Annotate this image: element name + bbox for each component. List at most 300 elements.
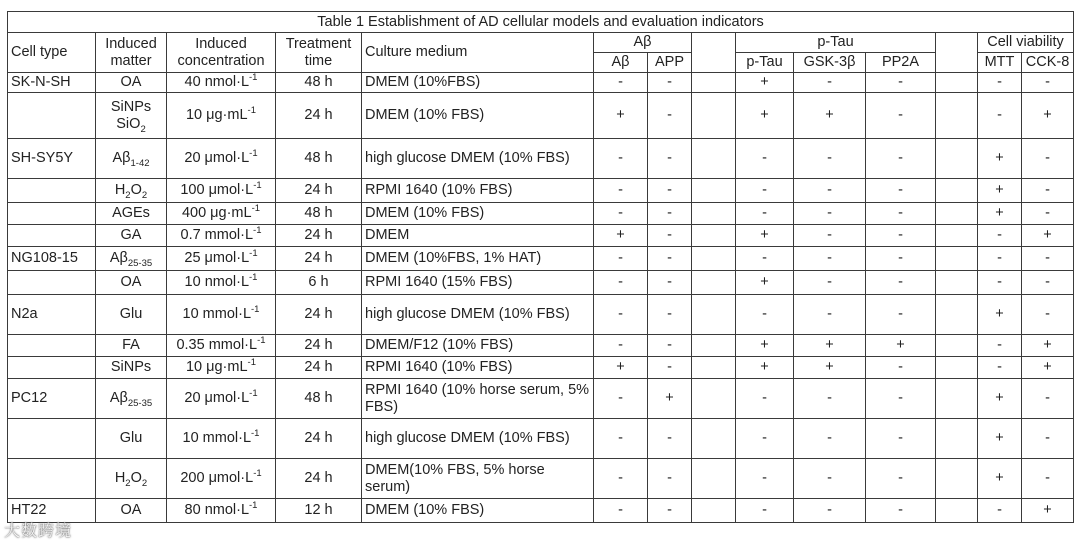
spacer-cell-1 xyxy=(692,247,736,271)
pp2a-indicator xyxy=(866,203,936,225)
treatment-time-value: 24 h xyxy=(304,250,333,266)
induced-matter-line xyxy=(99,337,163,354)
induced-matter-label: OA xyxy=(120,74,142,90)
induced-matter-cell xyxy=(96,499,167,523)
app-indicator xyxy=(648,73,692,93)
gsk3b-value: - xyxy=(827,250,832,266)
gsk3b-value: - xyxy=(827,205,832,221)
concentration-exponent: -1 xyxy=(247,105,256,117)
gsk3b-value: - xyxy=(827,274,832,290)
spacer-cell-2 xyxy=(936,139,978,179)
gsk3b-indicator xyxy=(794,357,866,379)
pp2a-indicator xyxy=(866,295,936,335)
gsk3b-value: - xyxy=(827,150,832,166)
header-cell-type: Cell type xyxy=(8,33,96,73)
gsk3b-value: - xyxy=(827,306,832,322)
app-value: - xyxy=(667,150,672,166)
app-value: + xyxy=(665,390,674,406)
culture-medium-cell xyxy=(362,295,594,335)
induced-matter-label: H xyxy=(114,182,126,198)
culture-medium-cell xyxy=(362,419,594,459)
cck8-value: - xyxy=(1045,150,1050,166)
induced-matter-label: GA xyxy=(120,227,142,243)
culture-medium-cell xyxy=(362,225,594,247)
concentration-value: 20 μmol·L xyxy=(184,390,250,406)
culture-medium-cell xyxy=(362,139,594,179)
concentration-exponent: -1 xyxy=(251,203,261,215)
app-indicator xyxy=(648,247,692,271)
pp2a-value: - xyxy=(898,502,903,518)
app-value: - xyxy=(667,306,672,322)
cell-type-label: PC12 xyxy=(11,390,48,406)
gsk3b-indicator xyxy=(794,179,866,203)
app-value: - xyxy=(667,337,672,353)
cck8-value: - xyxy=(1045,274,1050,290)
app-value: - xyxy=(667,182,672,198)
cck8-indicator xyxy=(1022,379,1074,419)
induced-matter-label: Glu xyxy=(119,430,143,446)
gsk3b-indicator xyxy=(794,139,866,179)
spacer-cell-1 xyxy=(692,73,736,93)
table-row xyxy=(8,419,1074,459)
table-row xyxy=(8,271,1074,295)
spacer-cell-2 xyxy=(936,271,978,295)
culture-medium-cell xyxy=(362,73,594,93)
cck8-value: - xyxy=(1045,182,1050,198)
treatment-time-cell xyxy=(276,459,362,499)
ptau-indicator xyxy=(736,179,794,203)
induced-matter-label: SiNPs xyxy=(110,359,152,375)
induced-matter-cell xyxy=(96,419,167,459)
header-group-ptau: p-Tau xyxy=(736,33,936,53)
gsk3b-indicator xyxy=(794,247,866,271)
gsk3b-value: - xyxy=(827,430,832,446)
abeta-indicator xyxy=(594,295,648,335)
ptau-value: - xyxy=(762,390,767,406)
culture-medium-value: DMEM (10% FBS) xyxy=(365,107,485,123)
induced-matter-cell xyxy=(96,73,167,93)
induced-matter-line-2 xyxy=(99,116,163,133)
spacer-cell-2 xyxy=(936,419,978,459)
ptau-indicator xyxy=(736,93,794,139)
concentration-exponent: -1 xyxy=(249,248,258,260)
cck8-value: - xyxy=(1045,74,1050,90)
header-spacer-1 xyxy=(692,33,736,73)
concentration-exponent: -1 xyxy=(249,500,258,512)
mtt-indicator xyxy=(978,357,1022,379)
mtt-value: - xyxy=(997,107,1002,123)
treatment-time-value: 24 h xyxy=(304,359,333,375)
induced-matter-line xyxy=(99,74,163,91)
culture-medium-cell xyxy=(362,179,594,203)
induced-concentration-cell xyxy=(167,247,276,271)
pp2a-value: + xyxy=(896,337,905,353)
ptau-value: - xyxy=(762,502,767,518)
cell-type-label: NG108-15 xyxy=(11,250,78,266)
induced-matter-line xyxy=(99,359,163,376)
pp2a-indicator xyxy=(866,357,936,379)
treatment-time-cell xyxy=(276,247,362,271)
mtt-indicator xyxy=(978,139,1022,179)
induced-matter-label: OA xyxy=(120,274,142,290)
mtt-indicator xyxy=(978,93,1022,139)
cck8-indicator xyxy=(1022,459,1074,499)
abeta-value: - xyxy=(618,337,623,353)
cck8-value: + xyxy=(1043,107,1052,123)
induced-concentration-cell xyxy=(167,179,276,203)
treatment-time-value: 24 h xyxy=(304,430,333,446)
evaluation-table xyxy=(7,11,1074,523)
spacer-cell-2 xyxy=(936,179,978,203)
app-indicator xyxy=(648,295,692,335)
ptau-value: + xyxy=(760,227,769,243)
induced-matter-label: Aβ xyxy=(112,150,131,166)
mtt-value: - xyxy=(997,359,1002,375)
pp2a-indicator xyxy=(866,419,936,459)
app-indicator xyxy=(648,179,692,203)
concentration-exponent: -1 xyxy=(253,180,262,192)
culture-medium-cell xyxy=(362,271,594,295)
header-row-1 xyxy=(8,33,1074,53)
cell-type-cell xyxy=(8,499,96,523)
pp2a-indicator xyxy=(866,271,936,295)
abeta-value: - xyxy=(618,306,623,322)
abeta-indicator xyxy=(594,499,648,523)
spacer-cell-2 xyxy=(936,93,978,139)
cck8-value: - xyxy=(1045,430,1050,446)
culture-medium-value: DMEM(10% FBS, 5% horse serum) xyxy=(365,461,545,495)
table-row xyxy=(8,225,1074,247)
abeta-indicator xyxy=(594,93,648,139)
caption-row xyxy=(8,12,1074,33)
mtt-indicator xyxy=(978,73,1022,93)
ptau-indicator xyxy=(736,203,794,225)
cck8-value: - xyxy=(1045,250,1050,266)
ptau-indicator xyxy=(736,247,794,271)
treatment-time-cell xyxy=(276,335,362,357)
concentration-value: 0.35 mmol·L xyxy=(176,337,258,353)
treatment-time-cell xyxy=(276,271,362,295)
induced-matter-2-subscript: 2 xyxy=(140,123,146,135)
induced-matter-tail: O xyxy=(130,470,142,486)
concentration-exponent: -1 xyxy=(247,357,256,369)
concentration-value: 200 μmol·L xyxy=(180,470,254,486)
spacer-cell-1 xyxy=(692,459,736,499)
ptau-value: - xyxy=(762,250,767,266)
abeta-value: - xyxy=(618,502,623,518)
induced-matter-cell xyxy=(96,93,167,139)
cell-type-label: SH-SY5Y xyxy=(11,150,74,166)
gsk3b-indicator xyxy=(794,73,866,93)
spacer-cell-1 xyxy=(692,419,736,459)
induced-matter-line xyxy=(99,390,163,407)
cck8-value: - xyxy=(1045,470,1050,486)
pp2a-value: - xyxy=(898,359,903,375)
treatment-time-cell xyxy=(276,419,362,459)
induced-matter-cell xyxy=(96,379,167,419)
induced-matter-line xyxy=(99,150,163,167)
gsk3b-indicator xyxy=(794,499,866,523)
mtt-value: + xyxy=(995,306,1004,322)
culture-medium-value: RPMI 1640 (15% FBS) xyxy=(365,274,513,290)
app-indicator xyxy=(648,379,692,419)
pp2a-indicator xyxy=(866,139,936,179)
induced-matter-label: Aβ xyxy=(109,390,128,406)
treatment-time-cell xyxy=(276,73,362,93)
cck8-indicator xyxy=(1022,357,1074,379)
cck8-indicator xyxy=(1022,73,1074,93)
app-value: - xyxy=(667,227,672,243)
culture-medium-value: DMEM xyxy=(365,227,410,243)
gsk3b-indicator xyxy=(794,419,866,459)
induced-matter-label: H xyxy=(114,470,126,486)
mtt-value: + xyxy=(995,182,1004,198)
abeta-value: - xyxy=(618,74,623,90)
app-value: - xyxy=(667,470,672,486)
header-treatment-time: Treatment time xyxy=(276,33,362,73)
spacer-cell-1 xyxy=(692,379,736,419)
ptau-indicator xyxy=(736,419,794,459)
induced-concentration-cell xyxy=(167,73,276,93)
mtt-value: + xyxy=(995,430,1004,446)
induced-concentration-cell xyxy=(167,295,276,335)
induced-matter-cell xyxy=(96,295,167,335)
table-row xyxy=(8,179,1074,203)
concentration-value: 10 μg·mL xyxy=(185,359,248,375)
mtt-value: - xyxy=(997,274,1002,290)
treatment-time-cell xyxy=(276,379,362,419)
induced-matter-cell xyxy=(96,179,167,203)
cck8-value: + xyxy=(1043,337,1052,353)
culture-medium-value: RPMI 1640 (10% FBS) xyxy=(365,182,513,198)
concentration-exponent: -1 xyxy=(251,428,260,440)
treatment-time-cell xyxy=(276,139,362,179)
treatment-time-value: 24 h xyxy=(304,306,333,322)
induced-matter-cell xyxy=(96,271,167,295)
induced-concentration-cell xyxy=(167,379,276,419)
abeta-indicator xyxy=(594,271,648,295)
cell-type-label: HT22 xyxy=(11,502,47,518)
spacer-cell-2 xyxy=(936,203,978,225)
treatment-time-cell xyxy=(276,93,362,139)
induced-matter-cell xyxy=(96,335,167,357)
concentration-value: 10 mmol·L xyxy=(182,430,252,446)
pp2a-indicator xyxy=(866,459,936,499)
pp2a-value: - xyxy=(898,74,903,90)
induced-concentration-cell xyxy=(167,271,276,295)
header-group-abeta: Aβ xyxy=(594,33,692,53)
table-row xyxy=(8,93,1074,139)
app-indicator xyxy=(648,93,692,139)
gsk3b-indicator xyxy=(794,203,866,225)
ptau-indicator xyxy=(736,271,794,295)
table-row xyxy=(8,335,1074,357)
culture-medium-value: RPMI 1640 (10% FBS) xyxy=(365,359,513,375)
pp2a-indicator xyxy=(866,379,936,419)
gsk3b-value: - xyxy=(827,74,832,90)
app-value: - xyxy=(667,250,672,266)
cck8-value: + xyxy=(1043,359,1052,375)
cell-type-cell xyxy=(8,203,96,225)
mtt-value: - xyxy=(997,337,1002,353)
pp2a-indicator xyxy=(866,73,936,93)
abeta-indicator xyxy=(594,247,648,271)
cell-type-label: SK-N-SH xyxy=(11,74,71,90)
concentration-value: 20 μmol·L xyxy=(184,150,250,166)
induced-matter-line xyxy=(99,502,163,519)
treatment-time-value: 6 h xyxy=(308,274,329,290)
app-indicator xyxy=(648,139,692,179)
pp2a-value: - xyxy=(898,182,903,198)
gsk3b-value: - xyxy=(827,182,832,198)
mtt-indicator xyxy=(978,459,1022,499)
gsk3b-value: - xyxy=(827,502,832,518)
mtt-value: - xyxy=(997,502,1002,518)
induced-matter-cell xyxy=(96,357,167,379)
ptau-value: - xyxy=(762,205,767,221)
cell-type-cell xyxy=(8,73,96,93)
ptau-indicator xyxy=(736,295,794,335)
app-value: - xyxy=(667,274,672,290)
mtt-value: + xyxy=(995,205,1004,221)
app-value: - xyxy=(667,359,672,375)
cck8-indicator xyxy=(1022,225,1074,247)
spacer-cell-1 xyxy=(692,203,736,225)
induced-matter-line xyxy=(99,182,163,199)
table-title: Table 1 Establishment of AD cellular models and evaluation indicators xyxy=(8,12,1074,33)
header-pp2a: PP2A xyxy=(866,53,936,73)
induced-matter-tail: O xyxy=(130,182,142,198)
abeta-indicator xyxy=(594,459,648,499)
culture-medium-value: DMEM (10% FBS) xyxy=(365,502,485,518)
mtt-value: + xyxy=(995,470,1004,486)
mtt-indicator xyxy=(978,225,1022,247)
spacer-cell-2 xyxy=(936,295,978,335)
abeta-indicator xyxy=(594,335,648,357)
gsk3b-indicator xyxy=(794,335,866,357)
mtt-value: + xyxy=(995,150,1004,166)
concentration-value: 0.7 mmol·L xyxy=(180,227,254,243)
ptau-value: - xyxy=(762,430,767,446)
induced-matter-tail-subscript: 2 xyxy=(141,189,148,201)
induced-matter-label: SiNPs xyxy=(110,98,152,115)
spacer-cell-1 xyxy=(692,225,736,247)
ptau-indicator xyxy=(736,459,794,499)
app-value: - xyxy=(667,205,672,221)
treatment-time-value: 48 h xyxy=(304,390,333,406)
induced-matter-line xyxy=(99,227,163,244)
induced-matter-subscript: 25-35 xyxy=(127,257,153,269)
treatment-time-value: 24 h xyxy=(304,470,333,486)
concentration-exponent: -1 xyxy=(253,225,262,237)
ptau-value: + xyxy=(760,74,769,90)
treatment-time-cell xyxy=(276,225,362,247)
abeta-indicator xyxy=(594,379,648,419)
app-indicator xyxy=(648,499,692,523)
abeta-value: - xyxy=(618,250,623,266)
concentration-exponent: -1 xyxy=(253,468,262,480)
induced-matter-cell xyxy=(96,203,167,225)
induced-concentration-cell xyxy=(167,225,276,247)
abeta-value: - xyxy=(618,430,623,446)
ptau-indicator xyxy=(736,225,794,247)
pp2a-value: - xyxy=(898,150,903,166)
induced-matter-line xyxy=(99,430,163,447)
header-ptau: p-Tau xyxy=(736,53,794,73)
ptau-value: - xyxy=(762,182,767,198)
treatment-time-value: 48 h xyxy=(304,150,333,166)
table-row xyxy=(8,203,1074,225)
pp2a-value: - xyxy=(898,205,903,221)
concentration-value: 10 μg·mL xyxy=(185,107,248,123)
header-app: APP xyxy=(648,53,692,73)
mtt-indicator xyxy=(978,499,1022,523)
treatment-time-value: 24 h xyxy=(304,227,333,243)
cck8-indicator xyxy=(1022,139,1074,179)
ptau-indicator xyxy=(736,357,794,379)
spacer-cell-1 xyxy=(692,271,736,295)
culture-medium-cell xyxy=(362,379,594,419)
concentration-value: 40 nmol·L xyxy=(184,74,250,90)
induced-matter-subscript: 1-42 xyxy=(130,157,150,169)
ptau-value: + xyxy=(760,274,769,290)
table-row xyxy=(8,459,1074,499)
spacer-cell-1 xyxy=(692,179,736,203)
pp2a-value: - xyxy=(898,274,903,290)
culture-medium-cell xyxy=(362,203,594,225)
ptau-value: - xyxy=(762,306,767,322)
culture-medium-value: DMEM (10%FBS, 1% HAT) xyxy=(365,250,542,266)
spacer-cell-1 xyxy=(692,93,736,139)
ptau-value: + xyxy=(760,359,769,375)
cell-type-cell xyxy=(8,459,96,499)
culture-medium-value: high glucose DMEM (10% FBS) xyxy=(365,306,570,322)
induced-concentration-cell xyxy=(167,357,276,379)
induced-matter-label: AGEs xyxy=(112,205,150,221)
app-value: - xyxy=(667,502,672,518)
treatment-time-value: 48 h xyxy=(304,74,333,90)
gsk3b-value: + xyxy=(825,359,834,375)
cck8-indicator xyxy=(1022,335,1074,357)
pp2a-indicator xyxy=(866,93,936,139)
table-row xyxy=(8,295,1074,335)
cell-type-cell xyxy=(8,247,96,271)
concentration-exponent: -1 xyxy=(257,335,266,347)
spacer-cell-2 xyxy=(936,379,978,419)
abeta-value: + xyxy=(616,359,625,375)
app-indicator xyxy=(648,459,692,499)
header-culture-medium: Culture medium xyxy=(362,33,594,73)
induced-matter-cell xyxy=(96,225,167,247)
header-mtt: MTT xyxy=(978,53,1022,73)
pp2a-indicator xyxy=(866,247,936,271)
ptau-indicator xyxy=(736,139,794,179)
spacer-cell-1 xyxy=(692,295,736,335)
header-group-viability: Cell viability xyxy=(978,33,1074,53)
culture-medium-cell xyxy=(362,459,594,499)
treatment-time-cell xyxy=(276,357,362,379)
header-gsk3b: GSK-3β xyxy=(794,53,866,73)
induced-concentration-cell xyxy=(167,93,276,139)
concentration-exponent: -1 xyxy=(249,388,258,400)
abeta-value: - xyxy=(618,274,623,290)
header-induced-concentration: Induced concentration xyxy=(167,33,276,73)
pp2a-indicator xyxy=(866,335,936,357)
concentration-exponent: -1 xyxy=(251,304,260,316)
spacer-cell-1 xyxy=(692,139,736,179)
app-indicator xyxy=(648,203,692,225)
app-value: - xyxy=(667,107,672,123)
